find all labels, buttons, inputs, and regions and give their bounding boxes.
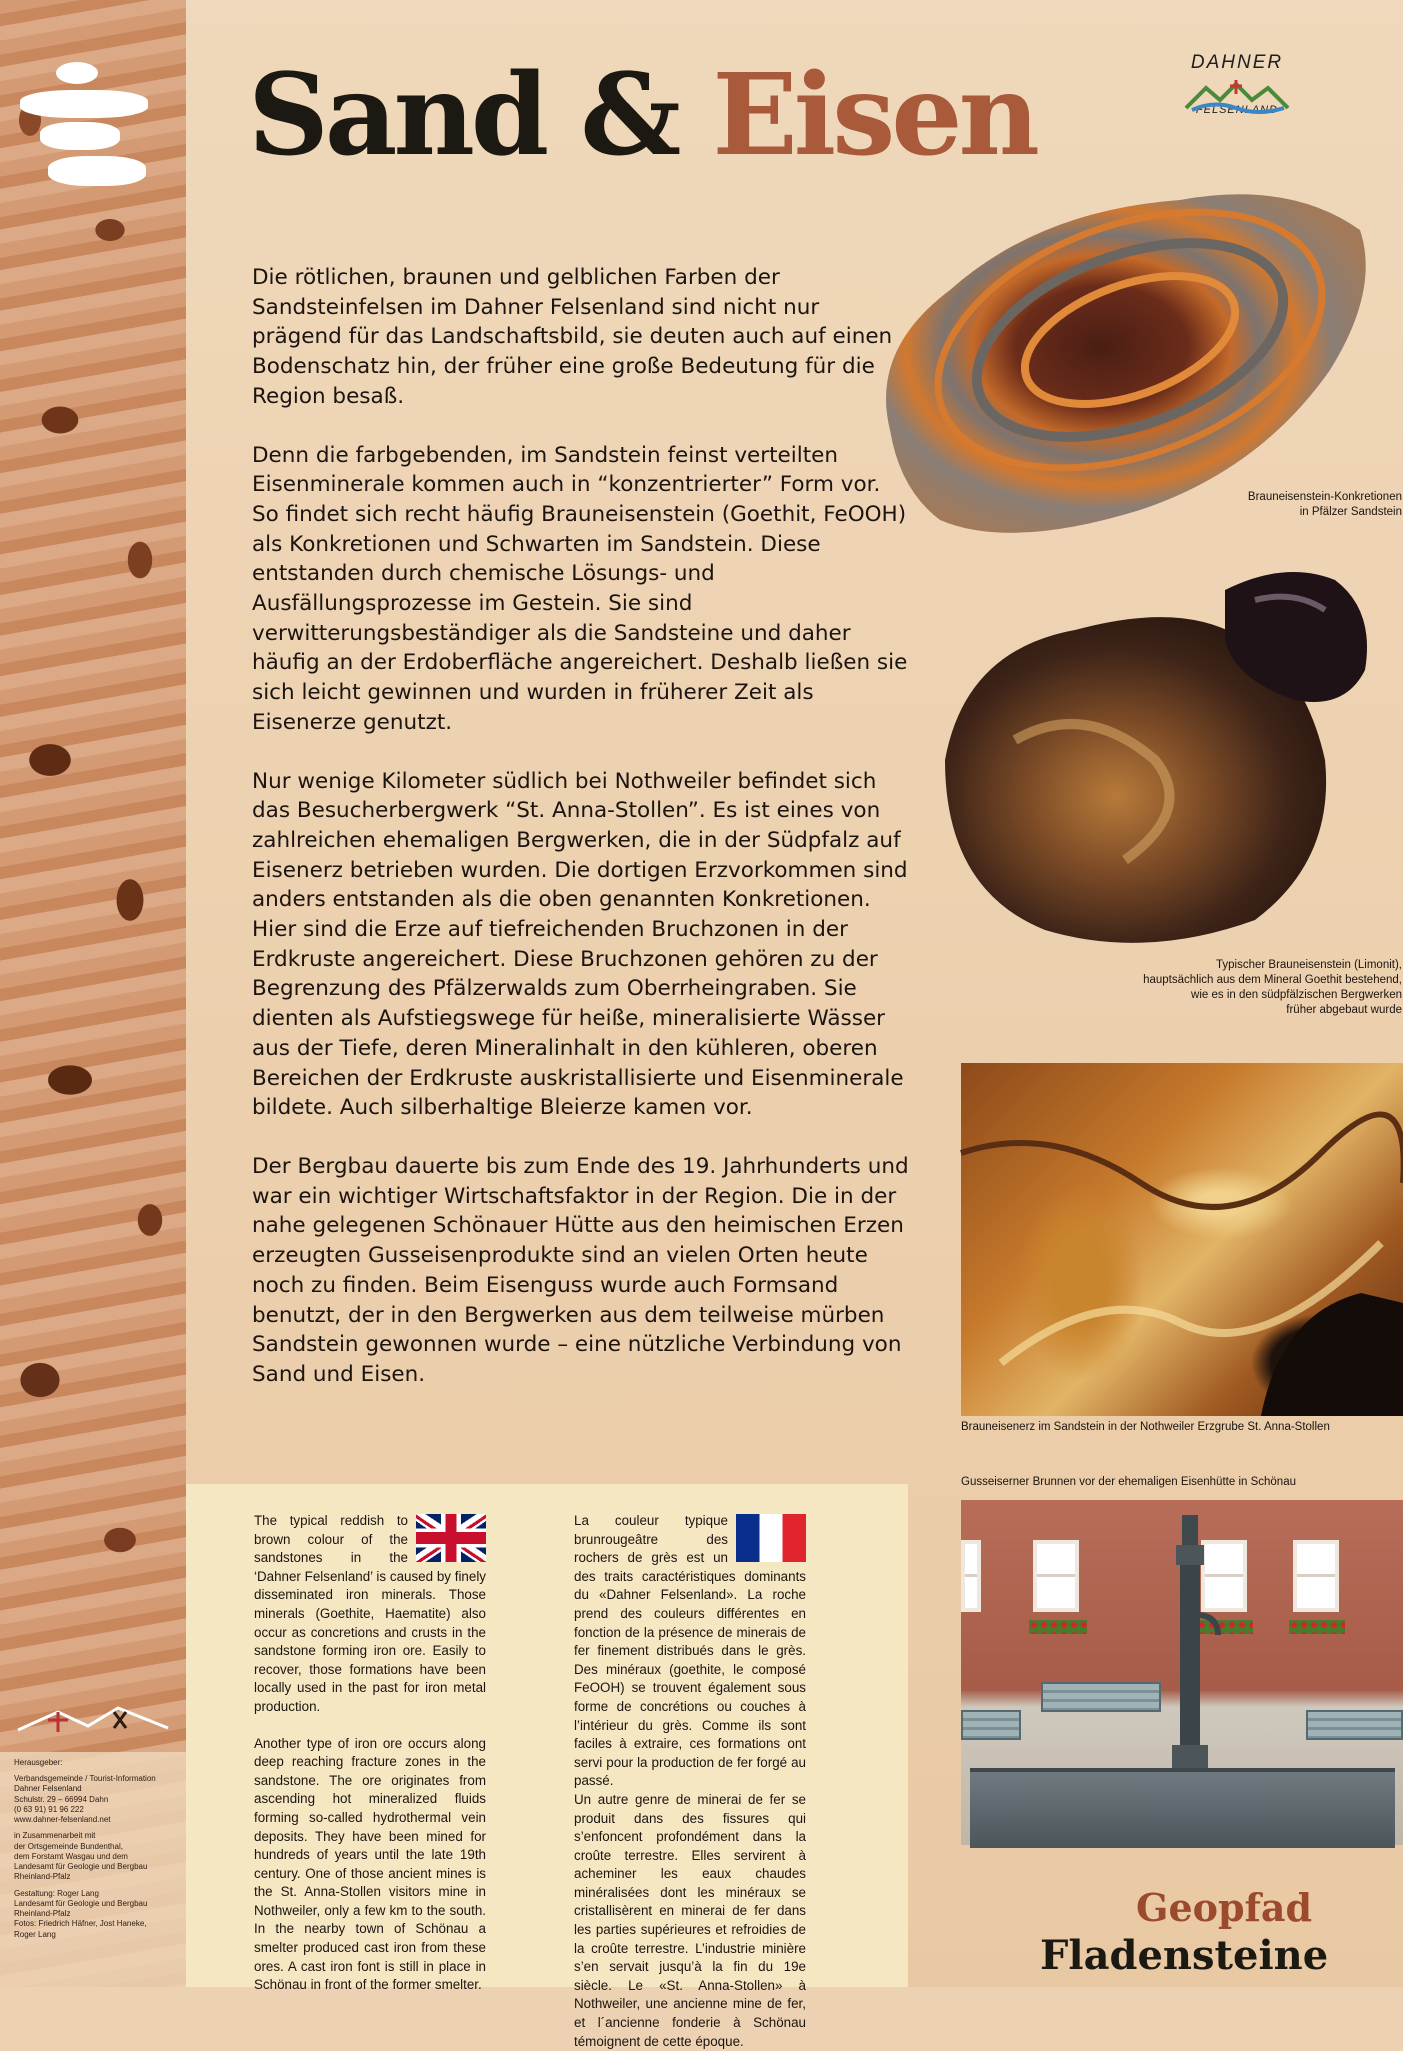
bench	[1041, 1682, 1161, 1712]
caption-rock2: Typischer Brauneisenstein (Limonit), hauptsächlich aus dem Mineral Goethit bestehend, wie es in den südpfälzischen Bergwerken früher abgebaut wurde	[1143, 959, 1402, 1016]
caption-rock1: Brauneisenstein-Konkretionen in Pfälzer Sandstein	[1247, 491, 1402, 518]
logo-line1: DAHNER	[1190, 52, 1284, 73]
english-text	[254, 1512, 486, 2013]
paragraph-1: Die rötlichen, braunen und gelblichen Farben der Sandsteinfelsen im Dahner Felsenland sind nicht nur prägend für das Landschaftsbild, sie deuten auch auf einen Bodenschatz hin, der früher eine große Bedeutung für die Region besaß.	[252, 265, 893, 409]
window	[961, 1540, 981, 1612]
ore-mine-photo	[961, 1063, 1403, 1416]
limonite-photo	[925, 560, 1385, 960]
title-main: Sand &	[248, 50, 678, 181]
fountain-trough	[970, 1768, 1395, 1848]
bench	[1306, 1710, 1403, 1740]
flower-box	[1289, 1620, 1345, 1634]
page-title	[248, 50, 1036, 181]
imprint-heading: Herausgeber:	[14, 1758, 63, 1767]
title-accent: Eisen	[712, 50, 1036, 181]
imprint-credits: Gestaltung: Roger Lang Landesamt für Geologie und Bergbau Rheinland-Pfalz Fotos: Friedrich Häfner, Jost Haneke, Roger Lang	[14, 1888, 148, 1939]
english-paragraph-2: Another type of iron ore occurs along deep reaching fracture zones in the sandstone. The ore originates from ascending hot mineralized fluids forming so-called hydrothermal vein deposits. They have been mined for hundreds of years until the late 19th century. One of those ancient mines is the St. Anna-Stollen visitors mine in Nothweiler, only a few km to the south. In the nearby town of Schönau a smelter produced cast iron from these ores. A cast iron font is still in place in Schönau in front of the former smelter.	[254, 1735, 486, 1993]
imprint-publisher: Verbandsgemeinde / Tourist-Information Dahner Felsenland Schulstr. 29 – 66994 Dahn (0 63 91) 91 96 222 www.dahner-felsenland.net	[14, 1774, 156, 1825]
dahner-felsenland-logo-icon	[1172, 52, 1302, 148]
english-paragraph-1: The typical reddish to brown colour of the sandstones in the ‘Dahner Felsenland’ is caused by finely disseminated iron minerals. Those minerals (Goethite, Haematite) also occur as concretions and crusts in the sandstone forming iron ore. Easily to recover, those formations have been locally used in the past for iron metal production.	[254, 1513, 486, 1714]
france-flag-icon	[736, 1514, 806, 1562]
caption-fountain: Gusseiserner Brunnen vor der ehemaligen Eisenhütte in Schönau	[961, 1476, 1296, 1488]
bench	[961, 1710, 1021, 1740]
uk-flag-icon	[416, 1514, 486, 1562]
logo-line2: FELSENLAND	[1195, 104, 1279, 116]
paragraph-3: Nur wenige Kilometer südlich bei Nothweiler befindet sich das Besucherbergwerk “St. Anna-Stollen”. Es ist eines von zahlreichen ehemaligen Bergwerken, die in der Südpfalz auf Eisenerz betrieben wurden. Die dortigen Erzvorkommen sind anders entstanden als die oben genannten Konkretionen. Hier sind die Erze auf tiefreichenden Bruchzonen in der Erdkruste angereichert. Diese Bruchzonen gehören zu der Begrenzung des Pfälzerwalds zum Oberrheingraben. Sie dienten als Aufstiegswege für heiße, mineralisierte Wässer aus der Tiefe, deren Mineralinhalt in den kühleren, oberen Bereichen der Erdkruste auskristallisierte und Eisenminerale bildete. Auch silberhaltige Bleierze kamen vor.	[252, 768, 908, 1121]
window	[1293, 1540, 1339, 1612]
footer-fladensteine: Fladensteine	[1040, 1932, 1329, 1979]
french-text	[574, 1512, 806, 2051]
window	[1033, 1540, 1079, 1612]
paragraph-2: Denn die farbgebenden, im Sandstein feinst verteilten Eisenminerale kommen auch in “konzentrierter” Form vor. So findet sich recht häufig Brauneisenstein (Goethit, FeOOH) als Konkretionen und Schwarten im Sandstein. Diese entstanden durch chemische Lösungs- und Ausfällungsprozesse im Gestein. Sie sind verwitterungsbeständiger als die Sandsteine und daher häufig an der Erdoberfläche angereichert. Deshalb ließen sie sich leicht gewinnen und wurden in früherer Zeit als Eisenerze genutzt.	[252, 442, 908, 735]
french-paragraph-1: La couleur typique brunrougeâtre des rochers de grès est un des traits caractéristiques dominants du «Dahner Felsenland». La roche prend des couleurs différentes en fonction de la présence de minerais de fer finement distribués dans le grès. Des minéraux (goethite, le composé FeOOH) se trouvent également sous forme de concrétions ou couches à l’intérieur du grès. Comme ils sont faciles à extraire, ces formations ont servi pour la production de fer forgé au passé.	[574, 1513, 806, 1789]
cast-iron-pump	[1160, 1505, 1220, 1785]
french-paragraph-2: Un autre genre de minerai de fer se produit dans des fissures qui s’enfoncent profondément dans la croûte terrestre. Elles servirent à acheminer les eaux chaudes minéralisées dont les minéraux se cristallisèrent en minerai de fer dans les parties supérieures et refroidies de la croûte terrestre. L’industrie minière s’en servait jusqu’à la fin du 19e siècle. Le «St. Anna-Stollen» à Nothweiler, une ancienne mine de fer, et l´ancienne fonderie à Schönau témoignent de cette époque.	[574, 1791, 806, 2049]
mine-symbol-icon	[18, 1700, 168, 1740]
sandstone-texture-strip	[0, 0, 186, 1987]
main-text	[252, 263, 912, 1419]
imprint	[0, 1752, 186, 1987]
flower-box	[1029, 1620, 1087, 1634]
imprint-cooperation: in Zusammenarbeit mit der Ortsgemeinde Bundenthal, dem Forstamt Wasgau und dem Landesamt für Geologie und Bergbau Rheinland-Pfalz	[14, 1831, 148, 1882]
caption-ore: Brauneisenerz im Sandstein in der Nothweiler Erzgrube St. Anna-Stollen	[961, 1421, 1330, 1433]
logo-mountains-icon	[1184, 78, 1290, 112]
paragraph-4: Der Bergbau dauerte bis zum Ende des 19. Jahrhunderts und war ein wichtiger Wirtschaftsfaktor in der Region. Die in der nahe gelegenen Schönauer Hütte aus den heimischen Erzen erzeugten Gusseisenprodukte sind an vielen Orten heute noch zu finden. Beim Eisenguss wurde auch Formsand benutzt, der in den Bergwerken aus dem teilweise mürben Sandstein gewonnen wurde – eine nützliche Verbindung von Sand und Eisen.	[252, 1153, 909, 1387]
geopfad-logo-icon	[20, 60, 160, 190]
footer-geopfad: Geopfad	[1136, 1885, 1313, 1930]
